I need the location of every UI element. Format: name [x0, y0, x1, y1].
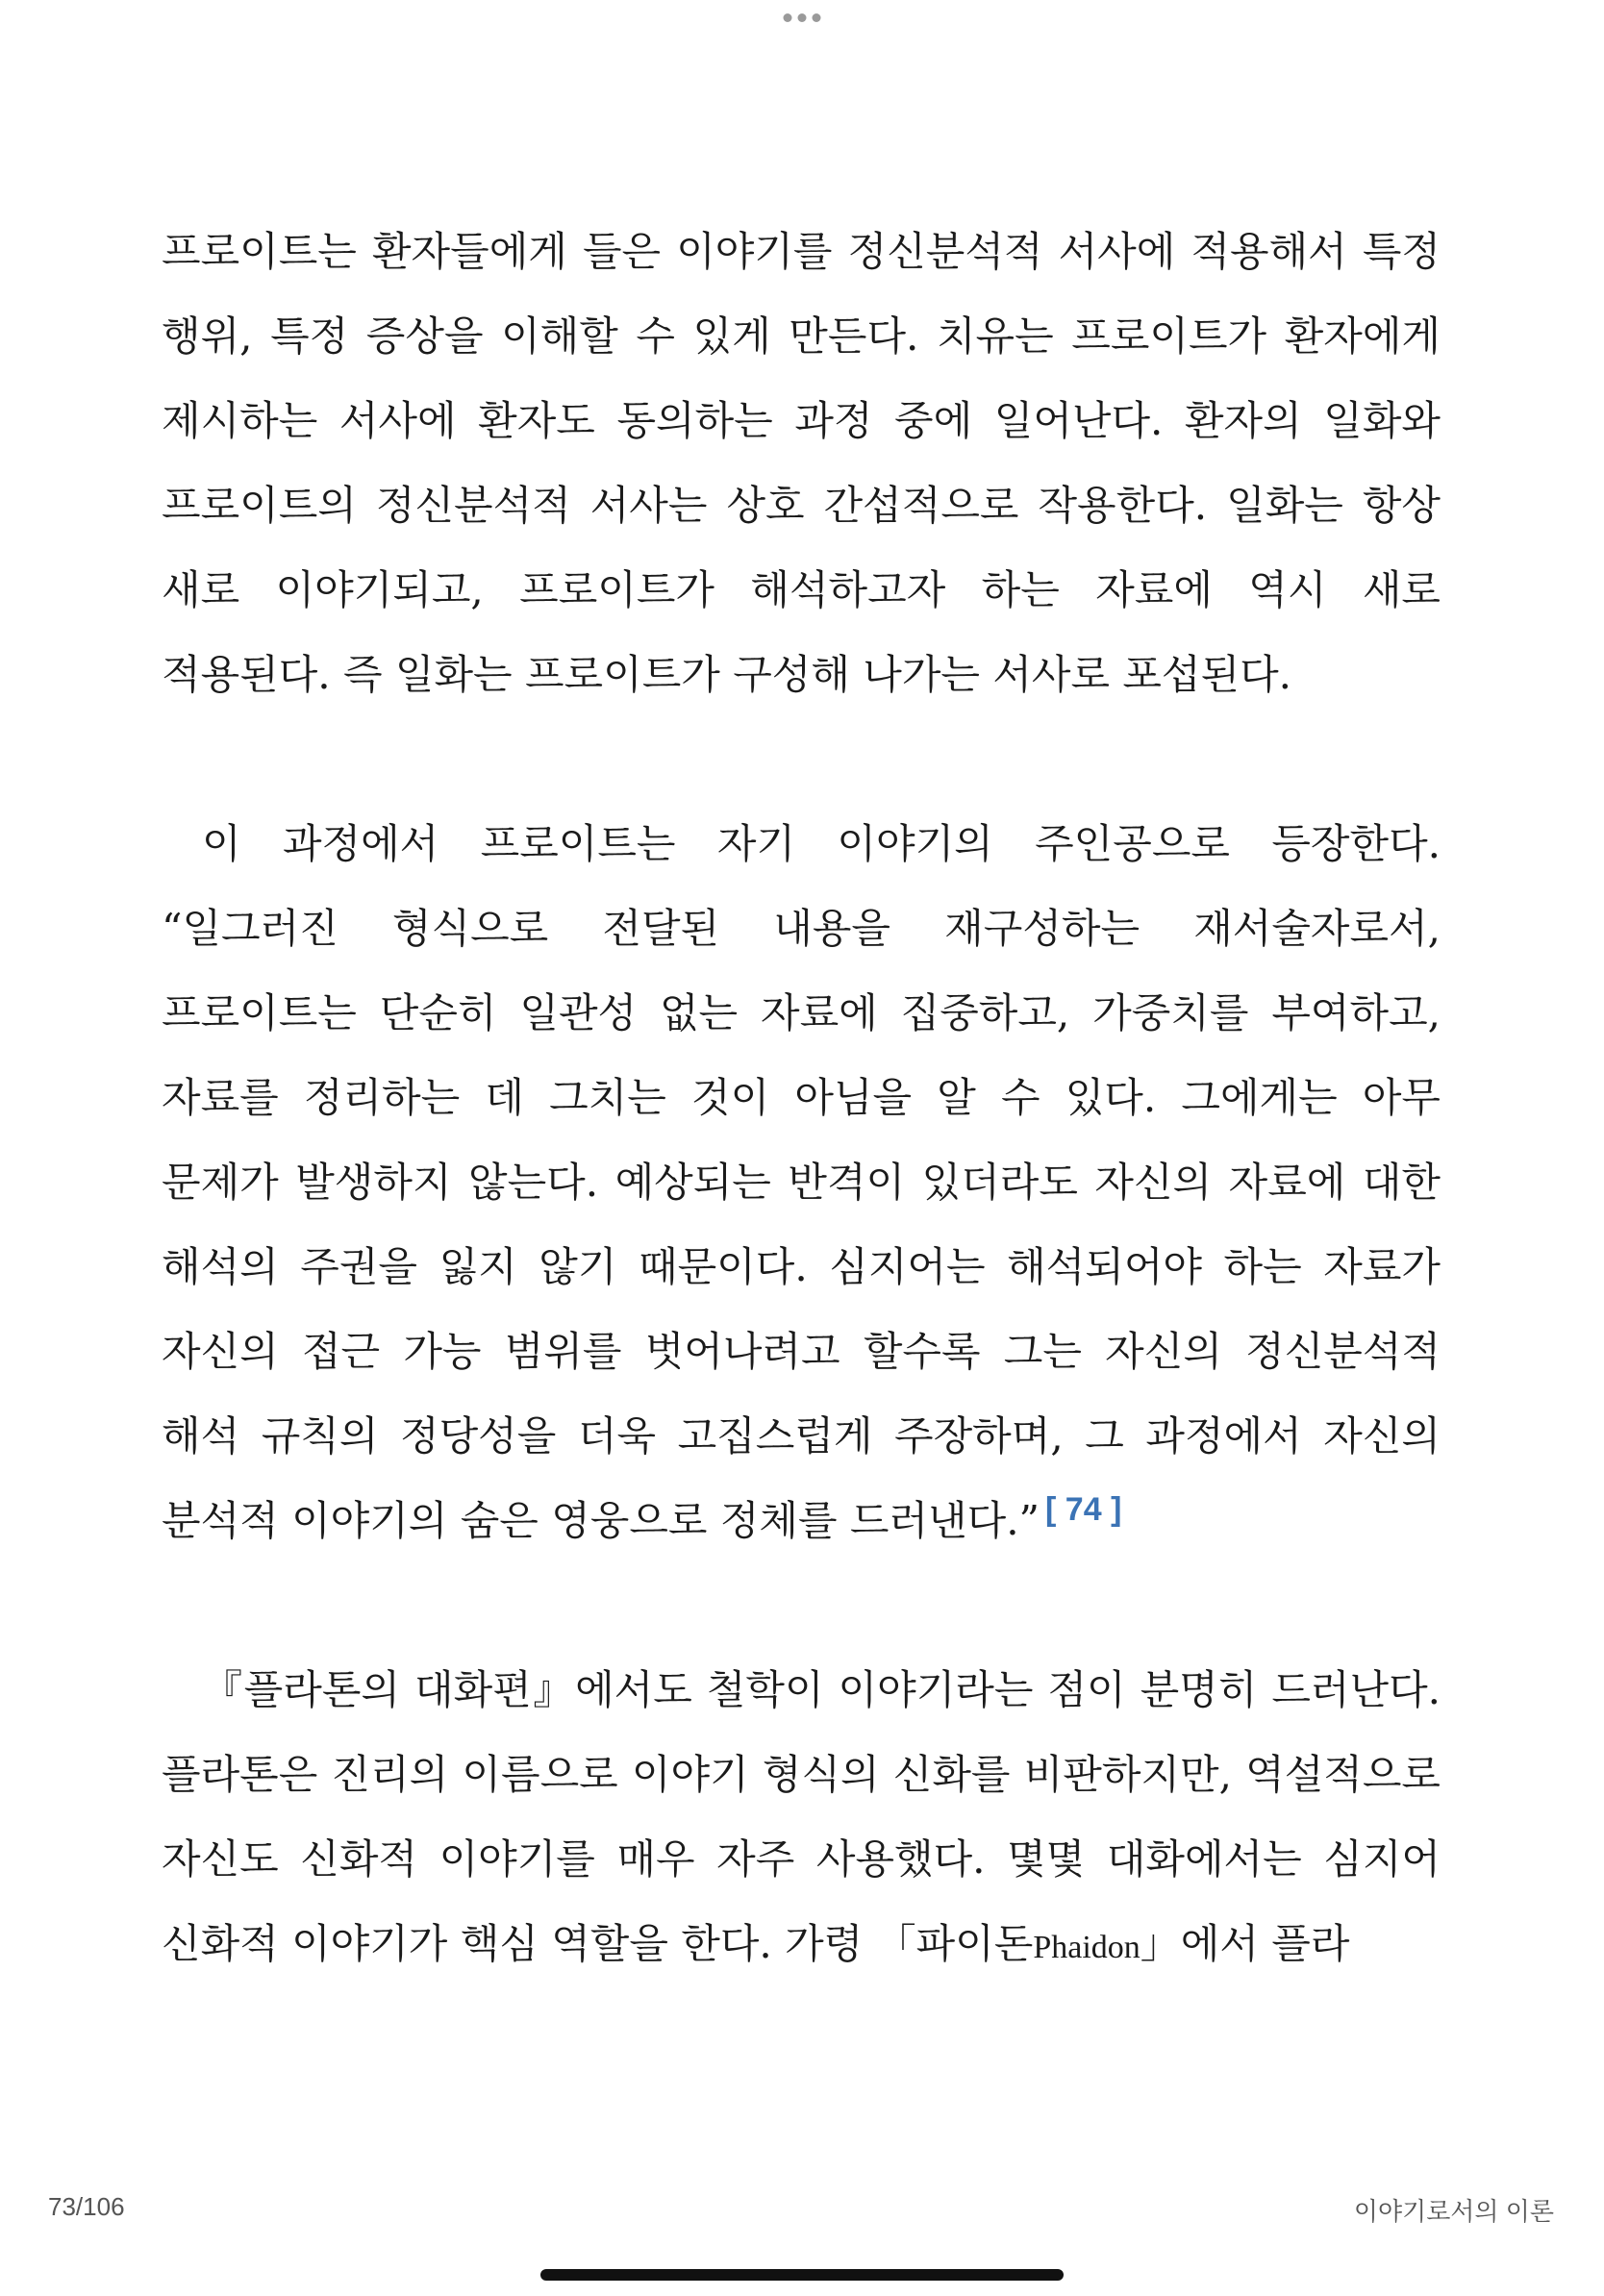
- paragraph-text: 프로이트는 환자들에게 들은 이야기를 정신분석적 서사에 적용해서 특정 행위, 특정 증상을 이해할 수 있게 만든다. 치유는 프로이트가 환자에게 제시하는 서사에 환자도 동의하는 과정 중에 일어난다. 환자의 일화와 프로이트의 정신분석적 서사는 상호 간섭적으로 작용한다. 일화는 항상 새로 이야기되고, 프로이트가 해석하고자 하는 자료에 역시 새로 적용된다. 즉 일화는 프로이트가 구성해 나가는 서사로 포섭된다.: [162, 228, 1441, 698]
- footnote-link[interactable]: [ 74 ]: [1045, 1491, 1122, 1528]
- paragraph-text: 『플라톤의 대화편』에서도 철학이 이야기라는 점이 분명히 드러난다. 플라톤은 진리의 이름으로 이야기 형식의 신화를 비판하지만, 역설적으로 자신도 신화적 이야기를 매우 자주 사용했다. 몇몇 대화에서는 심지어 신화적 이야기가 핵심 역할을 한다. 가령 「파이돈: [162, 1666, 1441, 1967]
- page-indicator: 73/106: [48, 2192, 125, 2221]
- dot-icon: [813, 13, 821, 22]
- dot-icon: [784, 13, 792, 22]
- paragraph-2: [162, 802, 1441, 1563]
- paragraph-1: [162, 210, 1441, 717]
- home-indicator[interactable]: [540, 2269, 1064, 2281]
- more-options-handle[interactable]: [784, 13, 821, 22]
- reader-page-content: [162, 210, 1441, 1990]
- paragraph-3: [162, 1648, 1441, 1990]
- paragraph-text: 이 과정에서 프로이트는 자기 이야기의 주인공으로 등장한다. “일그러진 형식으로 전달된 내용을 재구성하는 재서술자로서, 프로이트는 단순히 일관성 없는 자료에 집중하고, 가중치를 부여하고, 자료를 정리하는 데 그치는 것이 아님을 알 수 있다. 그에게는 아무 문제가 발생하지 않는다. 예상되는 반격이 있더라도 자신의 자료에 대한 해석의 주권을 잃지 않기 때문이다. 심지어는 해석되어야 하는 자료가 자신의 접근 가능 범위를 벗어나려고 할수록 그는 자신의 정신분석적 해석 규칙의 정당성을 더욱 고집스럽게 주장하며, 그 과정에서 자신의 분석적 이야기의 숨은 영웅으로 정체를 드러낸다.”: [162, 820, 1441, 1544]
- dot-icon: [798, 13, 807, 22]
- book-title: 이야기로서의 이론: [1353, 2197, 1554, 2226]
- latin-term: Phaidon: [1033, 1930, 1140, 1965]
- paragraph-text-tail: 」에서 플라: [1140, 1920, 1350, 1967]
